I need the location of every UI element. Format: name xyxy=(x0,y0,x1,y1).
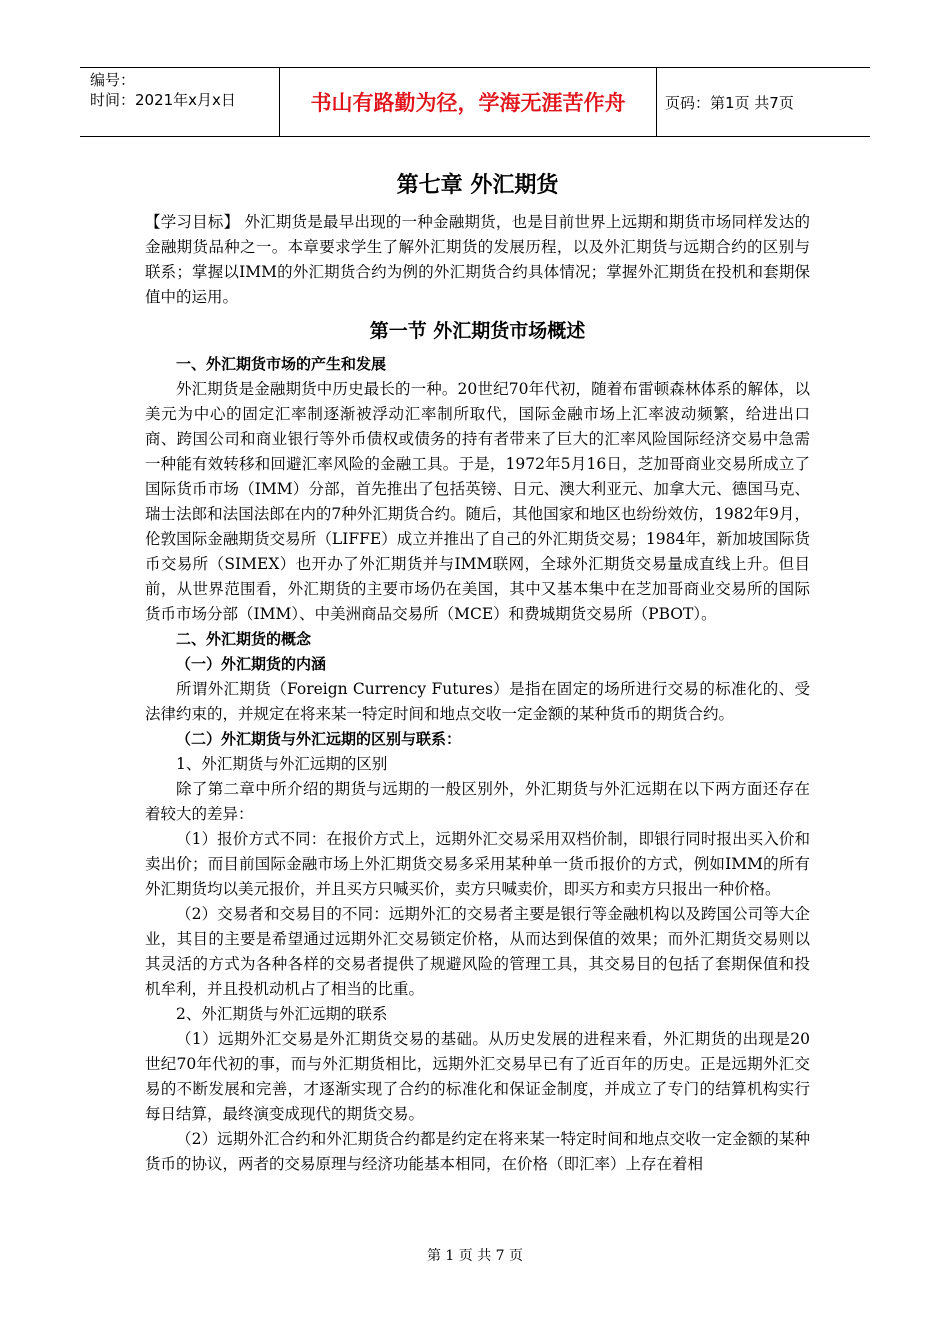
paragraph: 2、外汇期货与外汇远期的联系 xyxy=(176,1005,388,1023)
chapter-title: 第七章 外汇期货 xyxy=(396,173,559,198)
paragraph: （1）远期外汇交易是外汇期货交易的基础。从历史发展的进程来看，外汇期货的出现是20世纪70年代初的事，而与外汇期货相比，远期外汇交易早已有了近百年的历史。正是远期外汇交易的不断发展和完善，才逐渐实现了合约的标准化和保证金制度，并成立了专门的结算机构实行每日结算，最终演变成现代的期货交易。 xyxy=(145,1030,810,1123)
page-footer: 第 1 页 共 7 页 xyxy=(426,1248,524,1264)
paragraph: 除了第二章中所介绍的期货与远期的一般区别外，外汇期货与外汇远期在以下两方面还存在着较大的差异： xyxy=(145,780,810,823)
paragraph: 所谓外汇期货（Foreign Currency Futures）是指在固定的场所进行交易的标准化的、受法律约束的，并规定在将来某一特定时间和地点交收一定金额的某种货币的期货合约。 xyxy=(145,680,810,723)
time-label: 时间：2021年x月x日 xyxy=(90,91,236,109)
heading-1: 一、外汇期货市场的产生和发展 xyxy=(176,355,387,373)
paragraph: （2）远期外汇合约和外汇期货合约都是约定在将来某一特定时间和地点交收一定金额的某种货币的协议，两者的交易原理与经济功能基本相同，在价格（即汇率）上存在着相 xyxy=(145,1130,810,1173)
learning-objective: 【学习目标】 外汇期货是最早出现的一种金融期货，也是目前世界上远期和期货市场同样发达的金融期货品种之一。本章要求学生了解外汇期货的发展历程，以及外汇期货与远期合约的区别与联系；掌握以IMM的外汇期货合约为例的外汇期货合约具体情况；掌握外汇期货在投机和套期保值中的运用。 xyxy=(145,213,810,306)
document-body xyxy=(145,170,810,1177)
paragraph: 1、外汇期货与外汇远期的区别 xyxy=(176,755,388,773)
heading-2: 二、外汇期货的概念 xyxy=(176,630,312,648)
header-motto: 书山有路勤为径，学海无涯苦作舟 xyxy=(280,68,657,136)
header-meta xyxy=(80,68,280,136)
section-title: 第一节 外汇期货市场概述 xyxy=(369,320,586,342)
header-page-info: 页码：第1页 共7页 xyxy=(665,93,794,112)
paragraph: （2）交易者和交易目的不同：远期外汇的交易者主要是银行等金融机构以及跨国公司等大企业，其目的主要是希望通过远期外汇交易锁定价格，从而达到保值的效果；而外汇期货交易则以其灵活的方式为各种各样的交易者提供了规避风险的管理工具，其交易目的包括了套期保值和投机牟利，并且投机动机占了相当的比重。 xyxy=(145,905,810,998)
subheading: （二）外汇期货与外汇远期的区别与联系： xyxy=(176,730,462,748)
subheading: （一）外汇期货的内涵 xyxy=(176,655,327,673)
code-label: 编号： xyxy=(90,71,136,89)
paragraph: （1）报价方式不同：在报价方式上，远期外汇交易采用双档价制，即银行同时报出买入价和卖出价；而目前国际金融市场上外汇期货交易多采用某种单一货币报价的方式，例如IMM的所有外汇期货均以美元报价，并且买方只喊买价，卖方只喊卖价，即买方和卖方只报出一种价格。 xyxy=(145,830,810,898)
paragraph: 外汇期货是金融期货中历史最长的一种。20世纪70年代初，随着布雷顿森林体系的解体，以美元为中心的固定汇率制逐渐被浮动汇率制所取代，国际金融市场上汇率波动频繁，给进出口商、跨国公司和商业银行等外币债权或债务的持有者带来了巨大的汇率风险国际经济交易中急需一种能有效转移和回避汇率风险的金融工具。于是，1972年5月16日，芝加哥商业交易所成立了国际货币市场（IMM）分部，首先推出了包括英镑、日元、澳大利亚元、加拿大元、德国马克、瑞士法郎和法国法郎在内的7种外汇期货合约。随后，其他国家和地区也纷纷效仿，1982年9月，伦敦国际金融期货交易所（LIFFE）成立并推出了自己的外汇期货交易；1984年，新加坡国际货币交易所（SIMEX）也开办了外汇期货并与IMM联网，全球外汇期货交易量成直线上升。但目前，从世界范围看，外汇期货的主要市场仍在美国，其中又基本集中在芝加哥商业交易所的国际货币市场分部（IMM）、中美洲商品交易所（MCE）和费城期货交易所（PBOT）。 xyxy=(145,380,810,623)
page-header xyxy=(80,67,870,137)
